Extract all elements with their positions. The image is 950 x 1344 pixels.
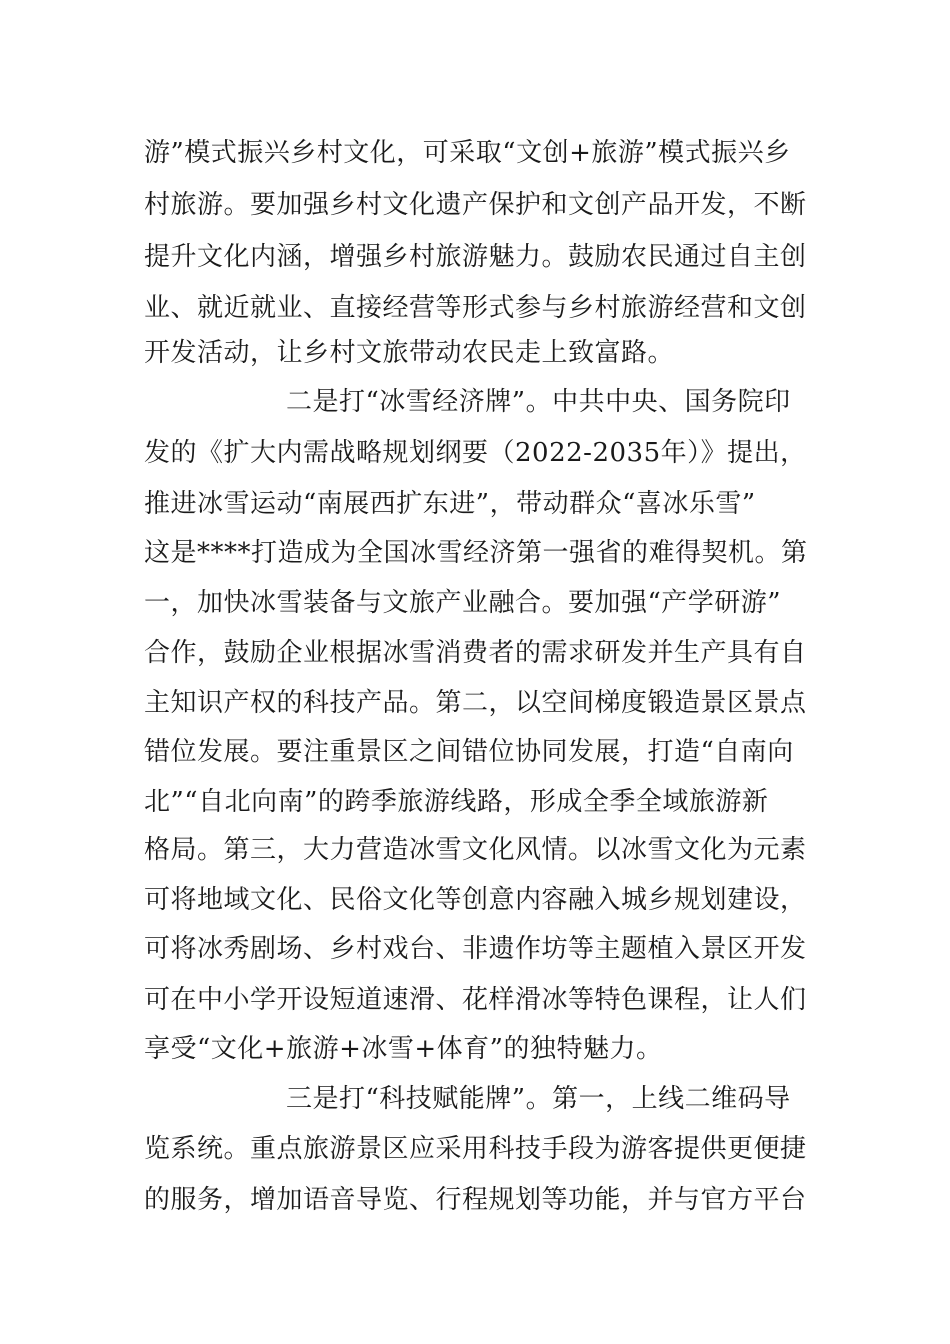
text-line: 业、就近就业、直接经营等形式参与乡村旅游经营和文创 (144, 293, 807, 323)
paragraph-heading-line: 三是打“科技赋能牌”。第一，上线二维码导 (286, 1084, 791, 1114)
text-line: 错位发展。要注重景区之间错位协同发展，打造“自南向 (144, 737, 794, 767)
text-line: 北”“自北向南”的跨季旅游线路，形成全季全域旅游新 (144, 787, 769, 817)
text-line: 可将地域文化、民俗文化等创意内容融入城乡规划建设， (144, 885, 807, 915)
paragraph-heading-line: 二是打“冰雪经济牌”。中共中央、国务院印 (286, 387, 791, 417)
text-line: 一，加快冰雪装备与文旅产业融合。要加强“产学研游” (144, 588, 782, 618)
text-line: 可在中小学开设短道速滑、花样滑冰等特色课程，让人们 (144, 985, 807, 1015)
text-line: 的服务，增加语音导览、行程规划等功能，并与官方平台 (144, 1185, 807, 1215)
text-line: 合作，鼓励企业根据冰雪消费者的需求研发并生产具有自 (144, 638, 807, 668)
text-line: 这是****打造成为全国冰雪经济第一强省的难得契机。第 (144, 538, 808, 568)
text-line: 开发活动，让乡村文旅带动农民走上致富路。 (144, 338, 675, 368)
text-line: 游”模式振兴乡村文化，可采取“文创+旅游”模式振兴乡 (144, 138, 791, 168)
text-line: 推进冰雪运动“南展西扩东进”，带动群众“喜冰乐雪” (144, 489, 756, 519)
text-line: 发的《扩大内需战略规划纲要（2022-2035年）》提出， (144, 438, 807, 468)
text-line: 村旅游。要加强乡村文化遗产保护和文创产品开发，不断 (144, 190, 807, 220)
text-line: 享受“文化+旅游+冰雪+体育”的独特魅力。 (144, 1034, 663, 1064)
text-line: 主知识产权的科技产品。第二，以空间梯度锻造景区景点 (144, 688, 807, 718)
text-line: 览系统。重点旅游景区应采用科技手段为游客提供更便捷 (144, 1134, 807, 1164)
text-line: 提升文化内涵，增强乡村旅游魅力。鼓励农民通过自主创 (144, 242, 807, 272)
text-line: 格局。第三，大力营造冰雪文化风情。以冰雪文化为元素 (144, 835, 807, 865)
text-line: 可将冰秀剧场、乡村戏台、非遗作坊等主题植入景区开发 (144, 934, 807, 964)
